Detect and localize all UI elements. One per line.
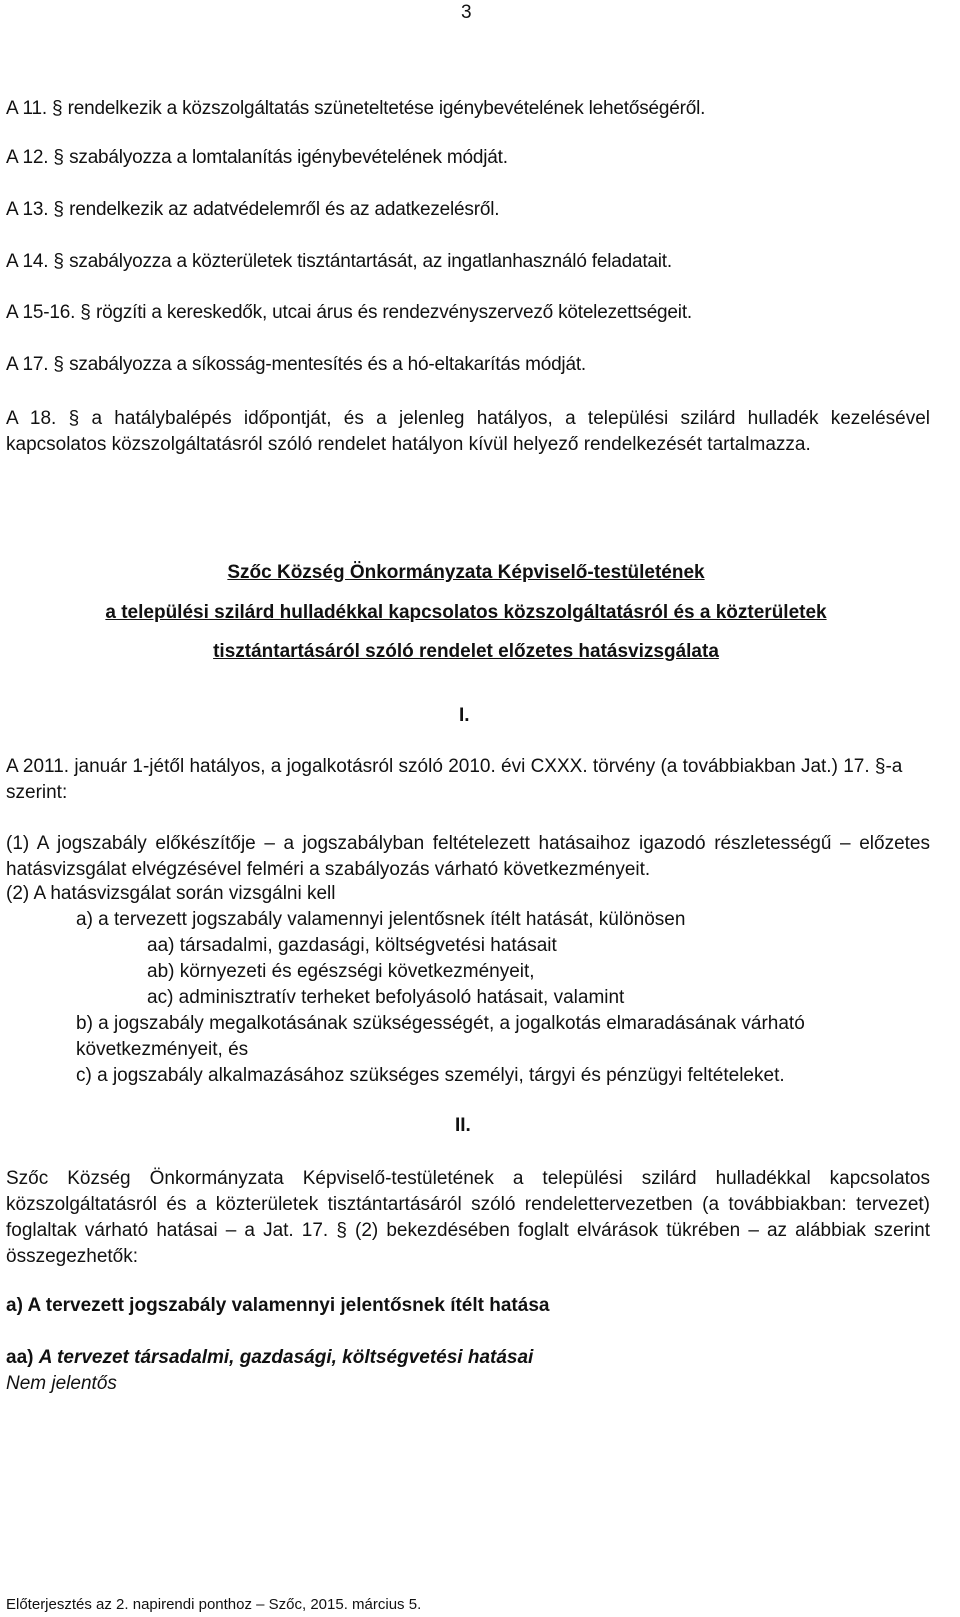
list-item-18 — [6, 406, 930, 458]
footer: Előterjesztés az 2. napirendi ponthoz – Szőc, 2015. március 5. — [6, 1596, 422, 1613]
item-text: a hatálybalépés időpontját, és a jelenleg hatályos, a települési szilárd hulladék kezelésével kapcsolatos közszolgáltatásról szóló rendelet hatályon kívül helyező rendelkezését tartalmazza. — [6, 408, 930, 455]
summary-text-end: (2) bekezdésében foglalt elvárások tükrében – az alábbiak szerint összegezhetők: — [6, 1220, 930, 1267]
list-item — [6, 302, 692, 324]
item-number: A 18. — [6, 408, 57, 429]
intro-text: A 2011. január 1-jétől hatályos, a jogalkotásról szóló 2010. évi CXXX. törvény (a továbbiakban Jat.) 17. — [6, 756, 870, 777]
list-item — [6, 147, 508, 169]
item-text: rendelkezik a közszolgáltatás szüneteltetése igénybevételének lehetőségéről. — [67, 98, 706, 119]
roman-numeral-1: I. — [459, 705, 470, 726]
intro-text-end: -a szerint: — [6, 756, 903, 803]
aa-value: Nem jelentős — [6, 1373, 117, 1394]
point-b-line-2: következményeit, és — [76, 1039, 249, 1060]
section-sign: § — [336, 1220, 347, 1241]
heading-line-2: a települési szilárd hulladékkal kapcsolatos közszolgáltatásról és a közterületek — [105, 602, 827, 623]
item-text: rendelkezik az adatvédelemről és az adatkezelésről. — [69, 199, 500, 220]
item-number: A 13. — [6, 199, 49, 220]
section-sign: § — [80, 302, 91, 323]
paragraph-2: (2) A hatásvizsgálat során vizsgálni kell — [6, 883, 336, 904]
heading-aa-label: aa) — [6, 1347, 34, 1368]
section-sign: § — [68, 408, 80, 429]
item-text: szabályozza a közterületek tisztántartását, az ingatlanhasználó feladatait. — [69, 251, 672, 272]
section-sign: § — [53, 251, 64, 272]
summary-paragraph — [6, 1166, 930, 1270]
paragraph-1: (1) A jogszabály előkészítője – a jogszabályban feltételezett hatásaihoz igazodó részletességű – előzetes hatásvizsgálat elvégzésével felméri a szabályozás várható következményeit. — [6, 833, 930, 880]
point-ab: ab) környezeti és egészségi következményeit, — [147, 961, 535, 982]
item-number: A 14. — [6, 251, 49, 272]
point-b-line-1: b) a jogszabály megalkotásának szükségességét, a jogalkotás elmaradásának várható — [76, 1013, 805, 1034]
point-c: c) a jogszabály alkalmazásához szükséges személyi, tárgyi és pénzügyi feltételeket. — [76, 1065, 785, 1086]
point-a: a) a tervezett jogszabály valamennyi jelentősnek ítélt hatását, különösen — [76, 909, 686, 930]
heading-aa-text: A tervezet társadalmi, gazdasági, költségvetési hatásai — [38, 1347, 534, 1368]
section-sign: § — [53, 199, 64, 220]
summary-text: Szőc Község Önkormányzata Képviselő-testületének a települési szilárd hulladékkal kapcsolatos közszolgáltatásról és a közterületek tisztántartásáról szóló rendelettervezetben (a továbbiakban: tervezet) foglaltak várható hatásai – a Jat. 17. — [6, 1168, 930, 1241]
intro-paragraph — [6, 754, 930, 806]
item-number: A 12. — [6, 147, 49, 168]
section-sign: § — [53, 147, 64, 168]
item-number: A 15-16. — [6, 302, 76, 323]
list-item — [6, 251, 672, 273]
heading-line-1: Szőc Község Önkormányzata Képviselő-testületének — [227, 562, 705, 583]
heading-line-3: tisztántartásáról szóló rendelet előzetes hatásvizsgálata — [213, 641, 719, 662]
item-number: A 11. — [6, 98, 47, 119]
page-number: 3 — [461, 2, 472, 23]
list-item — [6, 199, 499, 221]
list-item — [6, 354, 586, 376]
section-sign: § — [874, 756, 886, 777]
section-heading-a: a) A tervezett jogszabály valamennyi jelentősnek ítélt hatása — [6, 1295, 550, 1316]
section-sign: § — [53, 354, 64, 375]
point-ac: ac) adminisztratív terheket befolyásoló hatásait, valamint — [147, 987, 625, 1008]
point-aa: aa) társadalmi, gazdasági, költségvetési hatásait — [147, 935, 557, 956]
section-heading-aa — [6, 1347, 533, 1369]
list-item — [6, 98, 705, 120]
item-text: szabályozza a lomtalanítás igénybevételének módját. — [69, 147, 508, 168]
item-text: rögzíti a kereskedők, utcai árus és rendezvényszervező kötelezettségeit. — [95, 302, 692, 323]
roman-numeral-2: II. — [455, 1115, 471, 1136]
item-number: A 17. — [6, 354, 49, 375]
item-text: szabályozza a síkosság-mentesítés és a hó-eltakarítás módját. — [69, 354, 586, 375]
section-sign: § — [52, 98, 63, 119]
